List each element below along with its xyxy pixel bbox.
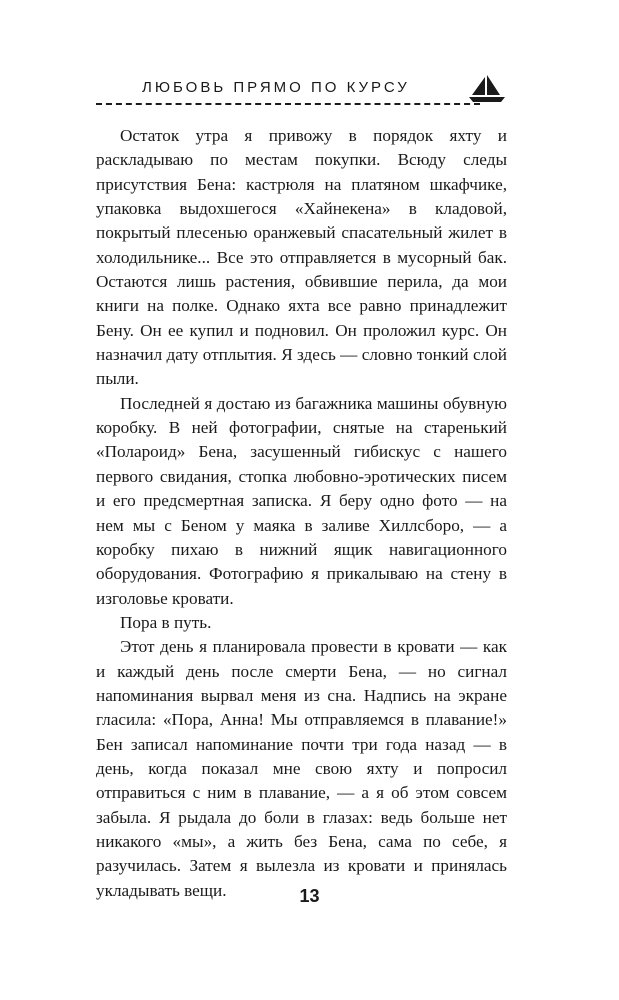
paragraph-4: Этот день я планировала провести в кровати — как и каждый день после смерти Бена, — но сигнал напоминания вырвал меня из сна. Надпись на экране гласила: «Пора, Анна! Мы отправляемся в плавание!» Бен записал напоминание почти три года назад — в день, когда показал мне свою яхту и попросил отправиться с ним в плавание, — а я об этом совсем забыла. Я рыдала до боли в глазах: ведь больше нет никакого «мы», а жить без Бена, сама по себе, я разучилась. Затем я вылезла из кровати и принялась укладывать вещи.: [96, 637, 507, 900]
body-text: [96, 124, 507, 903]
paragraph-2: Последней я достаю из багажника машины обувную коробку. В ней фотографии, снятые на старенький «Полароид» Бена, засушенный гибискус с нашего первого свидания, стопка любовно-эротических писем и его предсмертная записка. Я беру одно фото — на нем мы с Беном у маяка в заливе Хиллсборо, — а коробку пихаю в нижний ящик навигационного оборудования. Фотографию я прикалываю на стену в изголовье кровати.: [96, 393, 507, 608]
running-head: [96, 79, 536, 96]
page-number: 13: [299, 886, 320, 906]
header-dashed-rule: [96, 103, 480, 105]
running-title: ЛЮБОВЬ ПРЯМО ПО КУРСУ: [142, 79, 410, 96]
paragraph-1: Остаток утра я привожу в порядок яхту и раскладываю по местам покупки. Всюду следы присутствия Бена: кастрюля на платяном шкафчике, упаковка выдохшегося «Хайнекена» в кладовой, покрытый плесенью оранжевый спасательный жилет в холодильнике... Все это отправляется в мусорный бак. Остаются лишь растения, обвившие перила, да мои книги на полке. Однако яхта все равно принадлежит Бену. Он ее купил и подновил. Он проложил курс. Он назначил дату отплытия. Я здесь — словно тонкий слой пыли.: [96, 126, 507, 389]
sailboat-icon: [468, 75, 506, 103]
paragraph-3: Пора в путь.: [120, 612, 212, 632]
